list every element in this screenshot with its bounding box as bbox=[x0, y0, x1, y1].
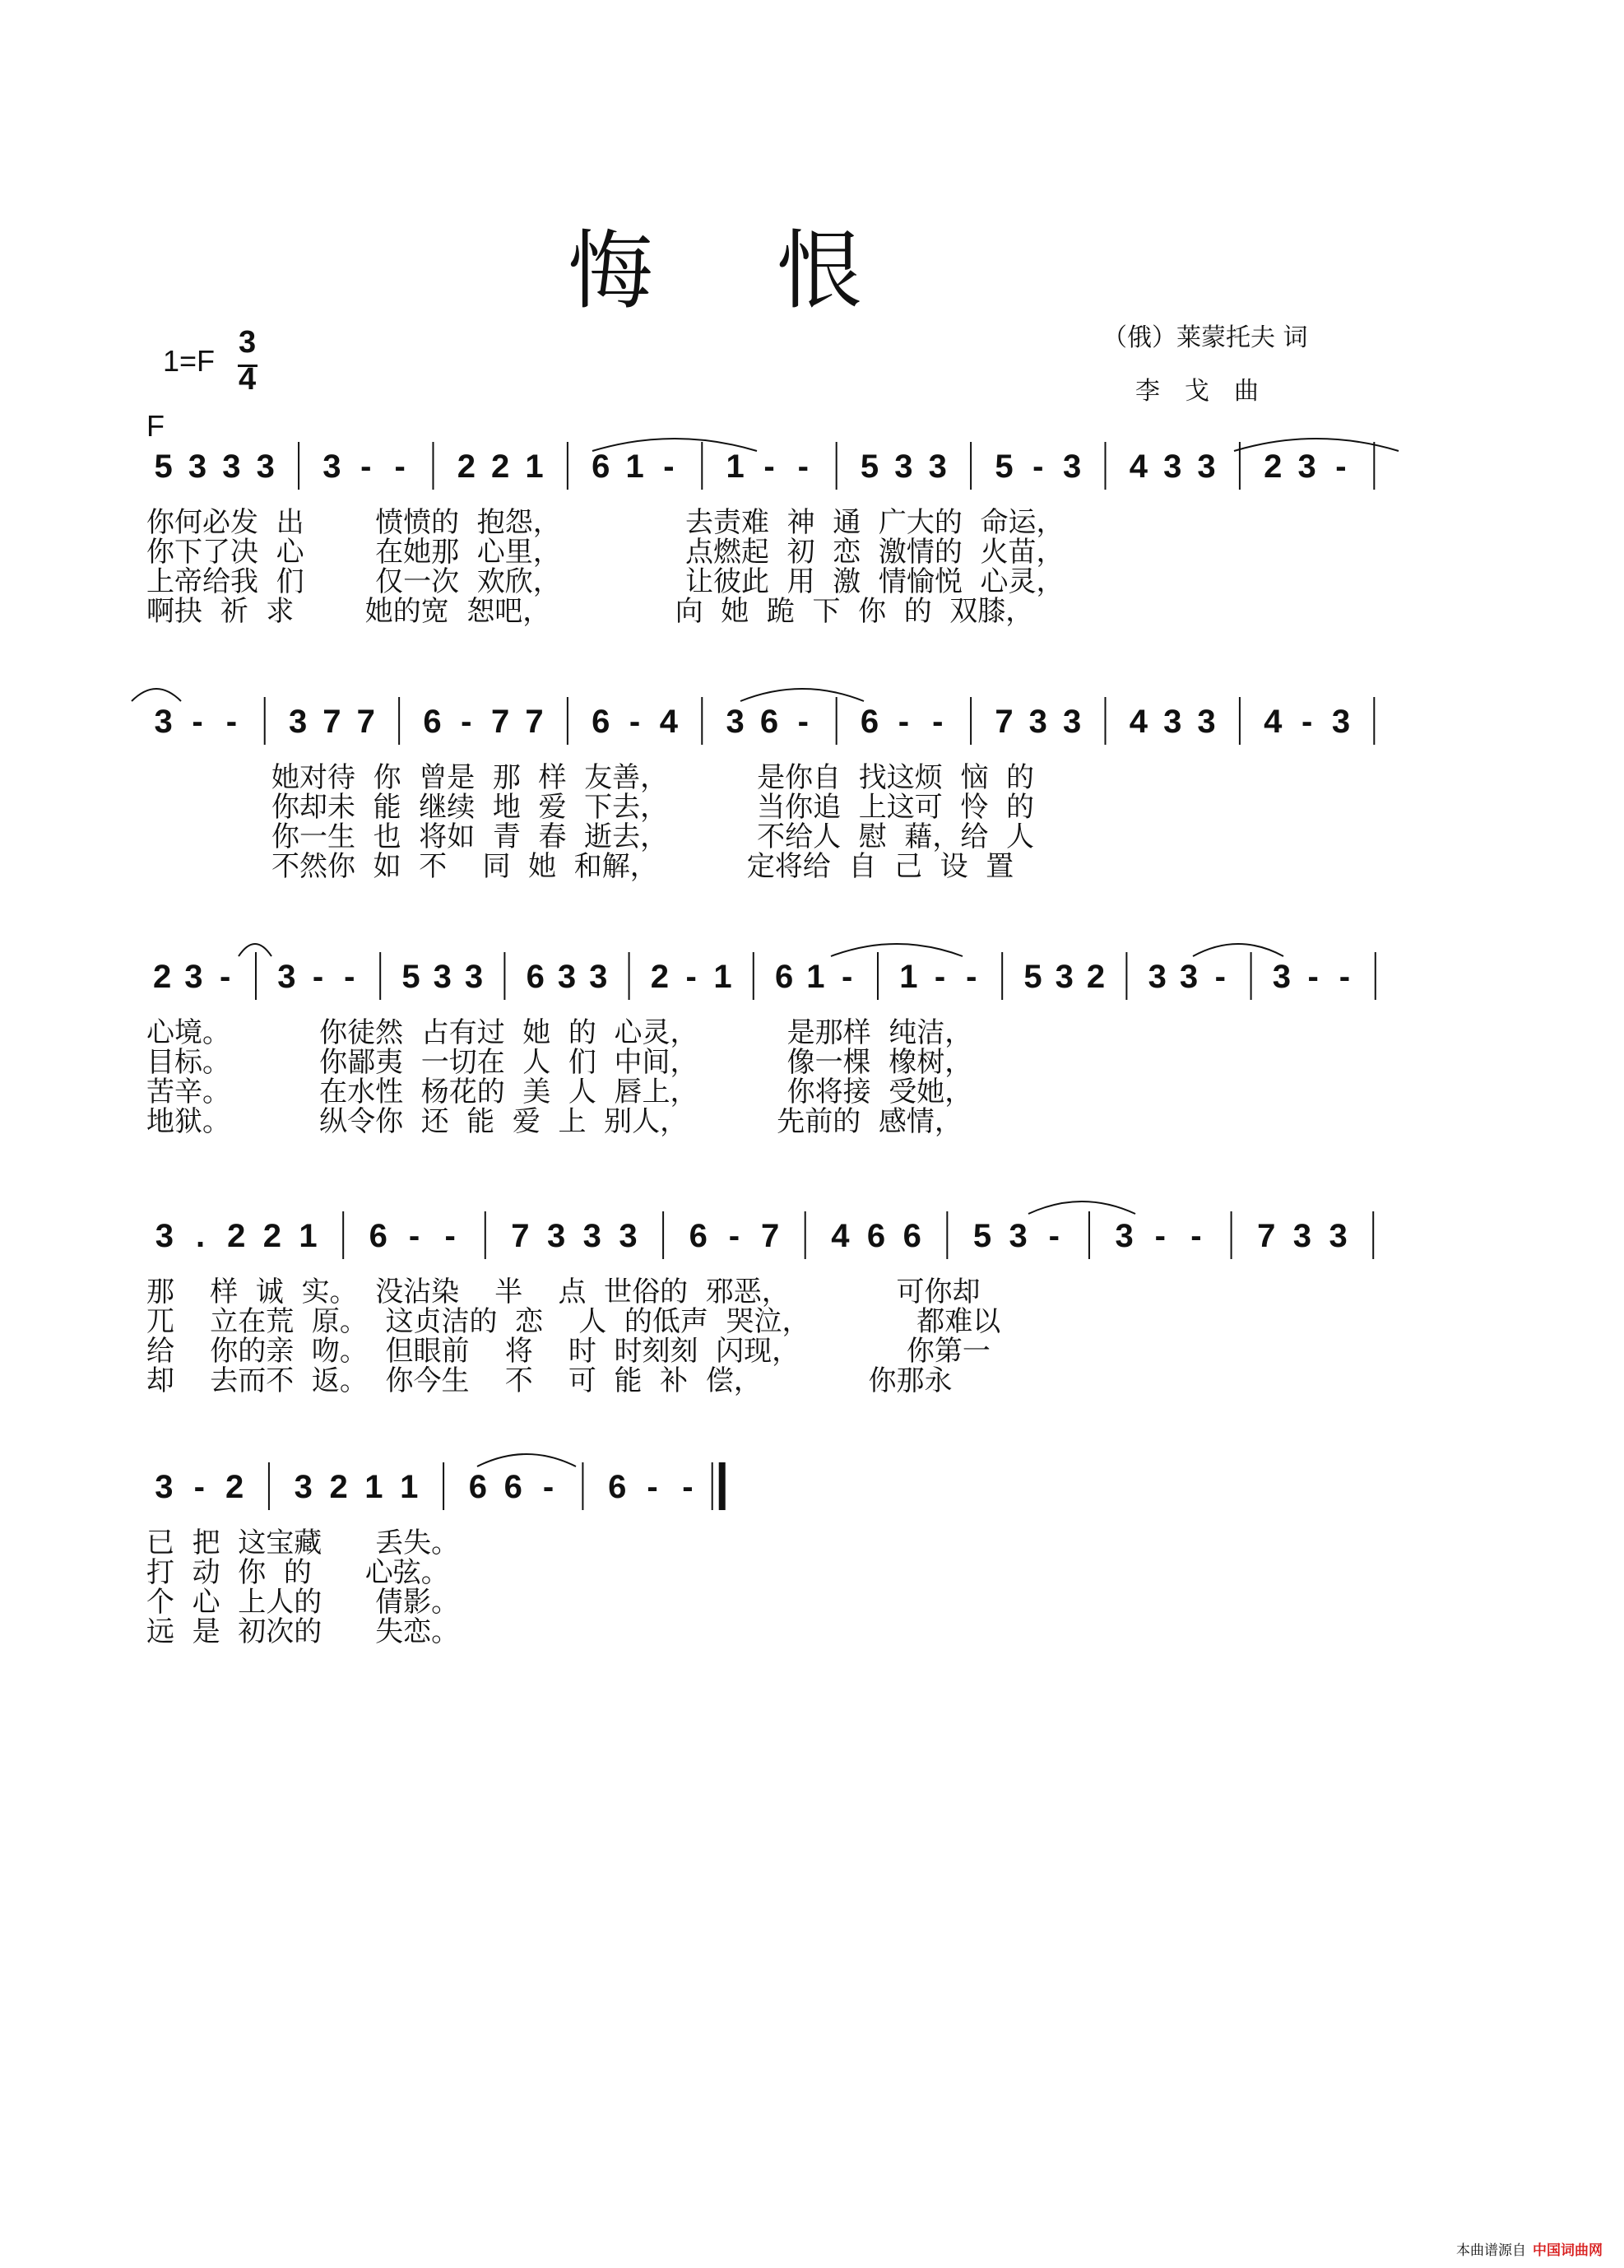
note: - bbox=[360, 448, 372, 485]
note: 6 bbox=[775, 959, 794, 995]
note: 3 bbox=[464, 959, 484, 995]
lyric-line: 啊抉 祈 求 她的宽 恕吧， 向 她 跪 下 你 的 双膝， bbox=[146, 595, 1034, 628]
note: - bbox=[1339, 959, 1351, 995]
note: 1 bbox=[400, 1469, 419, 1505]
lyric-line: 你却未 能 继续 地 爱 下去， 当你追 上这可 怜 的 bbox=[271, 791, 1034, 824]
note: 3 bbox=[1292, 1218, 1312, 1254]
note: 2 bbox=[153, 959, 172, 995]
note: 3 bbox=[1329, 1218, 1348, 1254]
note: 3 bbox=[184, 959, 203, 995]
note: 3 bbox=[1272, 959, 1292, 995]
lyric-line: 目标。 你鄙夷 一切在 人 们 中间， 像一棵 橡树， bbox=[146, 1046, 973, 1079]
lyric-line: 远 是 初次的 失恋。 bbox=[146, 1615, 460, 1648]
note: - bbox=[932, 704, 944, 740]
note: - bbox=[1190, 1218, 1202, 1254]
lyric-line: 你何必发 出 愤愤的 抱怨， 去责难 神 通 广大的 命运， bbox=[146, 506, 1065, 539]
note: 3 bbox=[1063, 448, 1082, 485]
note: 2 bbox=[1264, 448, 1283, 485]
note: - bbox=[1307, 959, 1319, 995]
note: 7 bbox=[356, 704, 375, 740]
note: 3 bbox=[294, 1469, 313, 1505]
note: 4 bbox=[659, 704, 679, 740]
tie-slur bbox=[740, 689, 864, 701]
note: - bbox=[394, 448, 406, 485]
note: 4 bbox=[1264, 704, 1283, 740]
note: 3 bbox=[322, 448, 341, 485]
song-title: 悔恨 bbox=[568, 221, 986, 321]
note: 6 bbox=[592, 448, 610, 485]
note: 3 bbox=[1179, 959, 1199, 995]
tie-slur bbox=[477, 1454, 576, 1466]
note: 5 bbox=[995, 448, 1014, 485]
note: 3 bbox=[1163, 704, 1182, 740]
note: 6 bbox=[592, 704, 610, 740]
lyric-line: 个 心 上人的 倩影。 bbox=[146, 1586, 460, 1619]
note: - bbox=[763, 448, 775, 485]
note: 3 bbox=[188, 448, 207, 485]
note: 3 bbox=[582, 1218, 601, 1254]
note: - bbox=[542, 1469, 554, 1505]
tie-slur bbox=[1193, 944, 1283, 956]
note: 3 bbox=[928, 448, 947, 485]
note: 7 bbox=[995, 704, 1014, 740]
lyric-line: 你下了决 心 在她那 心里， 点燃起 初 恋 激情的 火苗， bbox=[146, 536, 1065, 569]
note: 1 bbox=[525, 448, 544, 485]
footer-source: 本曲谱源自 bbox=[1456, 2242, 1526, 2259]
note: 3 bbox=[1197, 448, 1216, 485]
time-signature-top: 3 bbox=[239, 325, 257, 360]
note: - bbox=[898, 704, 910, 740]
note: 3 bbox=[726, 704, 745, 740]
note: 6 bbox=[689, 1218, 708, 1254]
time-signature-bottom: 4 bbox=[239, 362, 257, 397]
note: - bbox=[1214, 959, 1226, 995]
note: 4 bbox=[1129, 704, 1148, 740]
note: - bbox=[1032, 448, 1044, 485]
note: 3 bbox=[619, 1218, 638, 1254]
note: 6 bbox=[369, 1218, 387, 1254]
note: 2 bbox=[1086, 959, 1106, 995]
note: 2 bbox=[262, 1218, 281, 1254]
note: 1 bbox=[625, 448, 644, 485]
note: 3 bbox=[433, 959, 452, 995]
footer-site: 中国词曲网 bbox=[1533, 2242, 1603, 2259]
note: 6 bbox=[503, 1469, 522, 1505]
note: 1 bbox=[299, 1218, 318, 1254]
note: 6 bbox=[860, 704, 879, 740]
note: 3 bbox=[1197, 704, 1216, 740]
note: 3 bbox=[1063, 704, 1082, 740]
note: 7 bbox=[322, 704, 341, 740]
note: 5 bbox=[154, 448, 173, 485]
note: 7 bbox=[1257, 1218, 1276, 1254]
lyric-line: 苦辛。 在水性 杨花的 美 人 唇上， 你将接 受她， bbox=[146, 1076, 973, 1108]
tie-slur bbox=[1028, 1201, 1135, 1214]
note: - bbox=[685, 959, 697, 995]
note: - bbox=[312, 959, 324, 995]
note: 1 bbox=[364, 1469, 383, 1505]
lyric-line: 已 把 这宝藏 丢失。 bbox=[146, 1527, 460, 1559]
composer-credit: 李戈曲 bbox=[1135, 377, 1283, 406]
note: - bbox=[408, 1218, 420, 1254]
note: - bbox=[225, 704, 238, 740]
note: 3 bbox=[1331, 704, 1351, 740]
note: - bbox=[344, 959, 355, 995]
lyric-line: 兀 立在荒 原。 这贞洁的 恋 人 的低声 哭泣， 都难以 bbox=[146, 1305, 1001, 1338]
note: - bbox=[629, 704, 641, 740]
note: 3 bbox=[557, 959, 577, 995]
note: - bbox=[797, 448, 809, 485]
key-signature: 1=F bbox=[163, 344, 216, 378]
lyric-line: 地狱。 纵令你 还 能 爱 上 别人， 先前的 感情， bbox=[146, 1105, 963, 1138]
note: - bbox=[219, 959, 231, 995]
note: 4 bbox=[831, 1218, 850, 1254]
note: 3 bbox=[154, 704, 173, 740]
note: 2 bbox=[650, 959, 670, 995]
lyric-line: 给 你的亲 吻。 但眼前 将 时 时刻刻 闪现， 你第一 bbox=[146, 1335, 991, 1368]
lyricist-credit: （俄）莱蒙托夫 词 bbox=[1102, 323, 1308, 352]
note: - bbox=[841, 959, 853, 995]
note: 3 bbox=[1028, 704, 1047, 740]
note: 3 bbox=[1163, 448, 1182, 485]
note: 6 bbox=[423, 704, 442, 740]
note: - bbox=[1335, 448, 1347, 485]
note: 5 bbox=[860, 448, 879, 485]
note: - bbox=[1048, 1218, 1060, 1254]
source-footer bbox=[1456, 2238, 1603, 2259]
note: - bbox=[966, 959, 977, 995]
note: - bbox=[1301, 704, 1313, 740]
note: 3 bbox=[546, 1218, 566, 1254]
note: 4 bbox=[1129, 448, 1148, 485]
note: . bbox=[195, 1218, 206, 1254]
note: - bbox=[682, 1469, 694, 1505]
note: 6 bbox=[526, 959, 545, 995]
lyric-line: 不然你 如 不 同 她 和解， 定将给 自 己 设 置 bbox=[271, 850, 1014, 883]
note: - bbox=[797, 704, 809, 740]
note: 3 bbox=[1055, 959, 1074, 995]
note: 6 bbox=[759, 704, 779, 740]
note: 1 bbox=[726, 448, 745, 485]
note: 3 bbox=[256, 448, 275, 485]
note: 2 bbox=[329, 1469, 348, 1505]
note: - bbox=[193, 1469, 205, 1505]
note: 3 bbox=[1148, 959, 1167, 995]
note: - bbox=[663, 448, 675, 485]
note: 5 bbox=[972, 1218, 992, 1254]
note: 6 bbox=[608, 1469, 627, 1505]
note: - bbox=[444, 1218, 456, 1254]
note: - bbox=[728, 1218, 740, 1254]
note: - bbox=[1154, 1218, 1166, 1254]
note: - bbox=[461, 704, 472, 740]
lyric-line: 上帝给我 们 仅一次 欢欣， 让彼此 用 激 情愉悦 心灵， bbox=[146, 565, 1065, 598]
note: 3 bbox=[222, 448, 241, 485]
note: 3 bbox=[1115, 1218, 1134, 1254]
note: - bbox=[934, 959, 946, 995]
note: 2 bbox=[227, 1218, 246, 1254]
note: 7 bbox=[491, 704, 510, 740]
note: 7 bbox=[760, 1218, 780, 1254]
note: 3 bbox=[1009, 1218, 1028, 1254]
note: 2 bbox=[457, 448, 476, 485]
note: 3 bbox=[894, 448, 913, 485]
note: 6 bbox=[468, 1469, 488, 1505]
note: 2 bbox=[491, 448, 510, 485]
note: 3 bbox=[1297, 448, 1316, 485]
lyric-line: 她对待 你 曾是 那 样 友善， 是你自 找这烦 恼 的 bbox=[271, 761, 1034, 794]
note: 3 bbox=[277, 959, 296, 995]
note: 6 bbox=[866, 1218, 886, 1254]
note: 7 bbox=[511, 1218, 530, 1254]
note: 3 bbox=[288, 704, 308, 740]
tie-slur bbox=[831, 944, 963, 956]
tie-slur bbox=[132, 689, 181, 701]
note: 1 bbox=[899, 959, 918, 995]
lyric-line: 却 去而不 返。 你今生 不 可 能 补 偿， 你那永 bbox=[146, 1364, 953, 1397]
note: 3 bbox=[155, 1218, 174, 1254]
chord-symbol: F bbox=[146, 409, 165, 443]
note: 1 bbox=[806, 959, 825, 995]
note: - bbox=[647, 1469, 658, 1505]
note: 1 bbox=[713, 959, 732, 995]
note: 5 bbox=[401, 959, 420, 995]
tie-slur bbox=[592, 439, 757, 451]
note: 3 bbox=[155, 1469, 174, 1505]
note: - bbox=[192, 704, 203, 740]
lyric-line: 那 样 诚 实。 没沾染 半 点 世俗的 邪恶， 可你却 bbox=[146, 1276, 981, 1308]
note: 5 bbox=[1023, 959, 1042, 995]
note: 2 bbox=[225, 1469, 244, 1505]
lyric-line: 打 动 你 的 心弦。 bbox=[146, 1556, 449, 1589]
lyric-line: 心境。 你徒然 占有过 她 的 心灵， 是那样 纯洁， bbox=[146, 1016, 973, 1049]
note: 3 bbox=[589, 959, 608, 995]
note: 6 bbox=[902, 1218, 921, 1254]
note: 7 bbox=[525, 704, 544, 740]
lyric-line: 你一生 也 将如 青 春 逝去， 不给人 慰 藉，给 人 bbox=[271, 820, 1034, 853]
